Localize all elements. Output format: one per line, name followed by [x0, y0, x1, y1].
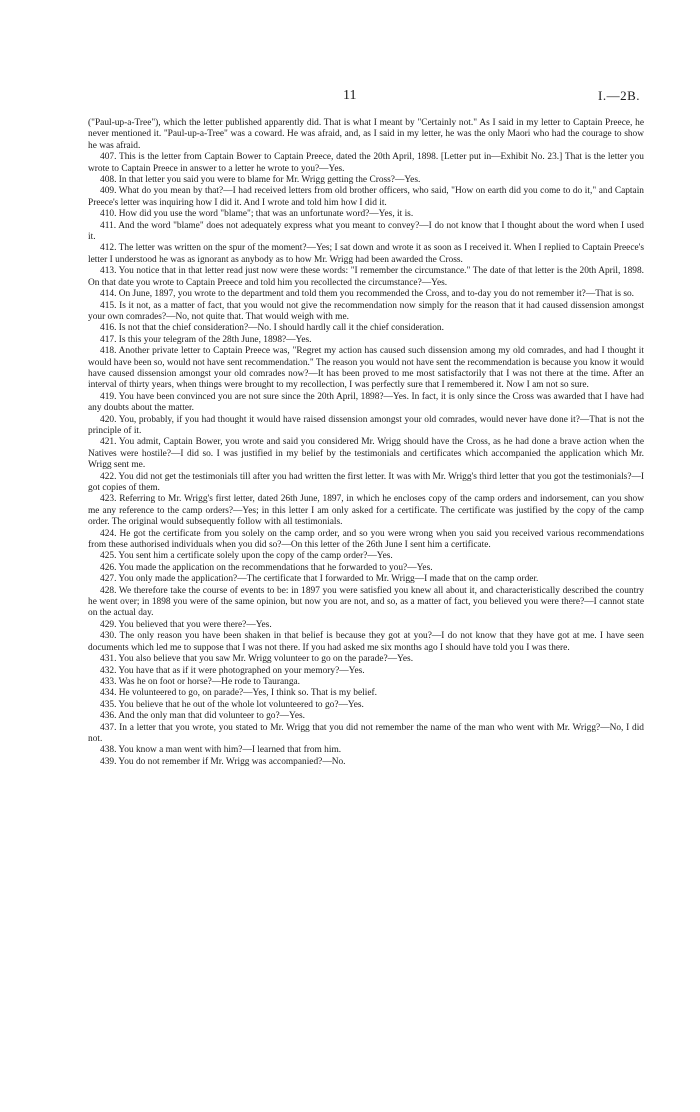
paragraph: 413. You notice that in that letter read just now were these words: "I remember the circumstance." The date of that letter is the 20th April, 1898. On that date you wrote to Captain Preece and told him you recollected the circumstance?—Yes.	[88, 266, 644, 288]
paragraph: 415. Is it not, as a matter of fact, that you would not give the recommendation now simply for the reason that it had caused dissension amongst your own comrades?—No, not quite that. That would weigh with me.	[88, 300, 644, 322]
paragraph: 421. You admit, Captain Bower, you wrote and said you considered Mr. Wrigg should have the Cross, as he had done a brave action when the Natives were hostile?—I did so. I was justified in my belief by the testimonials and certificates which accompanied the application which Mr. Wrigg sent me.	[88, 437, 644, 471]
paragraph: 414. On June, 1897, you wrote to the department and told them you recommended the Cross, and to-day you do not remember it?—That is so.	[100, 289, 635, 300]
paragraph: 420. You, probably, if you had thought it would have raised dissension amongst your old comrades, would never have done it?—That is not the principle of it.	[88, 414, 644, 436]
paragraph: 417. Is this your telegram of the 28th June, 1898?—Yes.	[100, 334, 312, 345]
paragraph: 426. You made the application on the recommendations that he forwarded to you?—Yes.	[100, 562, 433, 573]
document-reference: I.—2B.	[598, 88, 640, 103]
paragraph: 409. What do you mean by that?—I had received letters from old brother officers, who said, "How on earth did you come to do it," and Captain Preece's letter was inquiring how I did it. And I wrote and told him how I did it.	[88, 186, 644, 208]
paragraph: 411. And the word "blame" does not adequately express what you meant to convey?—I do not know that I thought about the word when I used it.	[88, 220, 644, 243]
paragraph: 430. The only reason you have been shaken in that belief is because they got at you?—I do not know that they have got at me. I have seen documents which led me to suppose that I was not there. If you had asked me six months ago I should have told you I was there.	[88, 631, 644, 653]
paragraph: 435. You believe that he out of the whole lot volunteered to go?—Yes.	[100, 699, 364, 710]
paragraph: 431. You also believe that you saw Mr. Wrigg volunteer to go on the parade?—Yes.	[100, 654, 414, 665]
paragraph: 410. How did you use the word "blame"; that was an unfortunate word?—Yes, it is.	[100, 209, 414, 220]
paragraph: 418. Another private letter to Captain Preece was, "Regret my action has caused such dissension among my old comrades, and had I thought it would have been so, would not have sent recommendation." The reason you would not have sent the recommendation is because you know it would have caused dissension amongst your old comrades now?—It has been proved to me most satisfactorily that I was not there at the time. After an interval of thirty years, when things were brought to my recollection, I was perfectly sure that I remembered it. Now I am not so sure.	[88, 346, 644, 391]
paragraph: 407. This is the letter from Captain Bower to Captain Preece, dated the 20th April, 1898. [Letter put in—Exhibit No. 23.] That is the letter you wrote to Captain Preece in answer to a letter he wrote to you?—Yes.	[88, 152, 644, 174]
paragraph: 412. The letter was written on the spur of the moment?—Yes; I sat down and wrote it as soon as I received it. When I replied to Captain Preece's letter I understood he was as ignorant as anybody as to how Mr. Wrigg had been awarded the Cross.	[88, 243, 644, 265]
body-text	[88, 118, 644, 768]
paragraph: 439. You do not remember if Mr. Wrigg was accompanied?—No.	[100, 756, 346, 767]
paragraph: 433. Was he on foot or horse?—He rode to Tauranga.	[100, 676, 301, 687]
paragraph: 438. You know a man went with him?—I learned that from him.	[100, 745, 342, 756]
paragraph: 428. We therefore take the course of events to be: in 1897 you were satisfied you knew all about it, and characteristically described the country he went over; in 1898 you were of the same opinion, but now you are not, and so, as a matter of fact, you believed you were there?—I cannot state on the actual day.	[88, 585, 644, 619]
paragraph: 416. Is not that the chief consideration?—No. I should hardly call it the chief consideration.	[100, 323, 444, 334]
paragraph: 423. Referring to Mr. Wrigg's first letter, dated 26th June, 1897, in which he encloses copy of the camp orders and indorsement, can you show me any reference to the camp orders?—Yes; in this letter I am only asked for a certificate. The certificate was justified by the copy of the camp order. The original would subsequently follow with all testimonials.	[88, 494, 644, 528]
paragraph: 419. You have been convinced you are not sure since the 20th April, 1898?—Yes. In fact, it is only since the Cross was awarded that I have had any doubts about the matter.	[88, 391, 644, 414]
paragraph: 437. In a letter that you wrote, you stated to Mr. Wrigg that you did not remember the name of the man who went with Mr. Wrigg?—No, I did not.	[88, 722, 644, 744]
paragraph: 434. He volunteered to go, on parade?—Yes, I think so. That is my belief.	[100, 688, 377, 699]
paragraph: 425. You sent him a certificate solely upon the copy of the camp order?—Yes.	[100, 551, 393, 562]
paragraph: 432. You have that as if it were photographed on your memory?—Yes.	[100, 665, 365, 676]
page-header	[88, 88, 644, 110]
paragraph: 427. You only made the application?—The certificate that I forwarded to Mr. Wrigg—I made that on the camp order.	[100, 574, 539, 585]
paragraph: 436. And the only man that did volunteer to go?—Yes.	[100, 711, 306, 722]
paragraph: 429. You believed that you were there?—Yes.	[100, 619, 272, 630]
paragraph: 422. You did not get the testimonials till after you had written the first letter. It was with Mr. Wrigg's third letter that you got the testimonials?—I got copies of them.	[88, 471, 644, 493]
paragraph: 408. In that letter you said you were to blame for Mr. Wrigg getting the Cross?—Yes.	[100, 175, 421, 186]
paragraph: ("Paul-up-a-Tree"), which the letter published apparently did. That is what I meant by "Certainly not." As I said in my letter to Captain Preece, he never mentioned it. "Paul-up-a-Tree" was a coward. He was afraid, and, as I said in my letter, he was the only Maori who had the courage to show he was afraid.	[88, 118, 644, 151]
page-number: 11	[343, 88, 357, 103]
paragraph: 424. He got the certificate from you solely on the camp order, and so you were wrong when you said you received various recommendations from these authorised individuals when you did so?—On this letter of the 26th June I sent him a certificate.	[88, 528, 644, 551]
